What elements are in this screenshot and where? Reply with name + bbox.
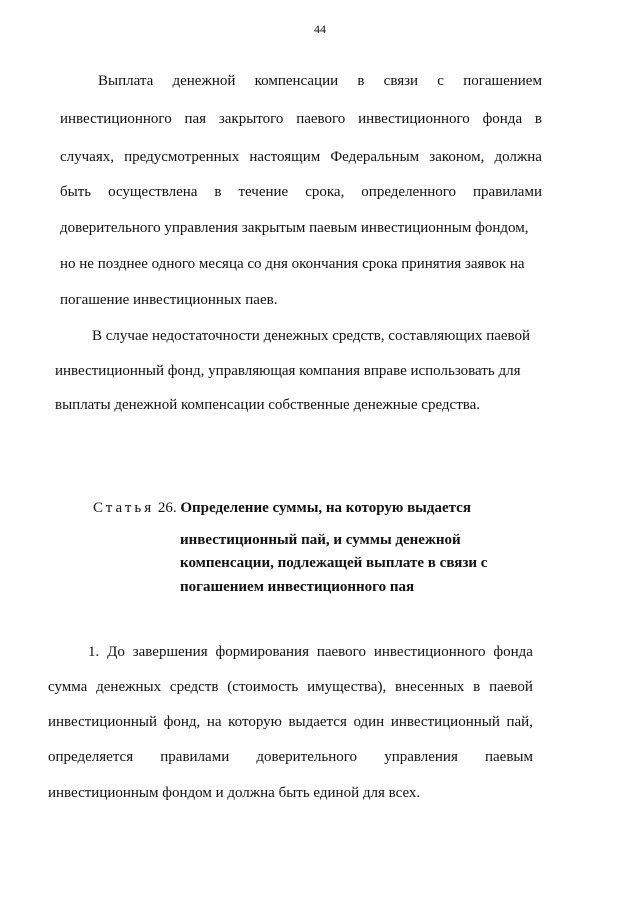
text-line: но не позднее одного месяца со дня окончания срока принятия заявок на: [60, 256, 525, 272]
article-label: Статья: [93, 500, 155, 516]
text-line: инвестиционным фондом и должна быть единой для всех.: [48, 785, 421, 801]
text-line: определяется правилами доверительного управления паевым: [48, 749, 533, 765]
article-title-line: погашением инвестиционного пая: [180, 579, 415, 595]
text-line: быть осуществлена в течение срока, определенного правилами: [60, 184, 542, 200]
text-line: инвестиционный фонд, на которую выдается один инвестиционный пай,: [48, 714, 533, 730]
text-line: В случае недостаточности денежных средств, составляющих паевой: [92, 328, 531, 344]
article-title-line: компенсации, подлежащей выплате в связи с: [180, 555, 488, 571]
text-line: 1. До завершения формирования паевого инвестиционного фонда: [88, 644, 533, 660]
text-line: Выплата денежной компенсации в связи с погашением: [98, 73, 542, 89]
text-line: инвестиционного пая закрытого паевого инвестиционного фонда в: [60, 111, 542, 127]
text-line: доверительного управления закрытым паевым инвестиционным фондом,: [60, 220, 529, 236]
text-line: случаях, предусмотренных настоящим Федеральным законом, должна: [60, 149, 542, 165]
article-title-line: инвестиционный пай, и суммы денежной: [180, 532, 461, 548]
page-number: 44: [314, 22, 326, 36]
article-number: 26.: [157, 500, 177, 516]
text-line: погашение инвестиционных паев.: [60, 292, 278, 308]
text-line: выплаты денежной компенсации собственные денежные средства.: [55, 397, 481, 413]
text-line: инвестиционный фонд, управляющая компания вправе использовать для: [55, 363, 521, 379]
text-line: сумма денежных средств (стоимость имущества), внесенных в паевой: [48, 679, 533, 695]
article-title-line: Определение суммы, на которую выдается: [180, 500, 471, 516]
